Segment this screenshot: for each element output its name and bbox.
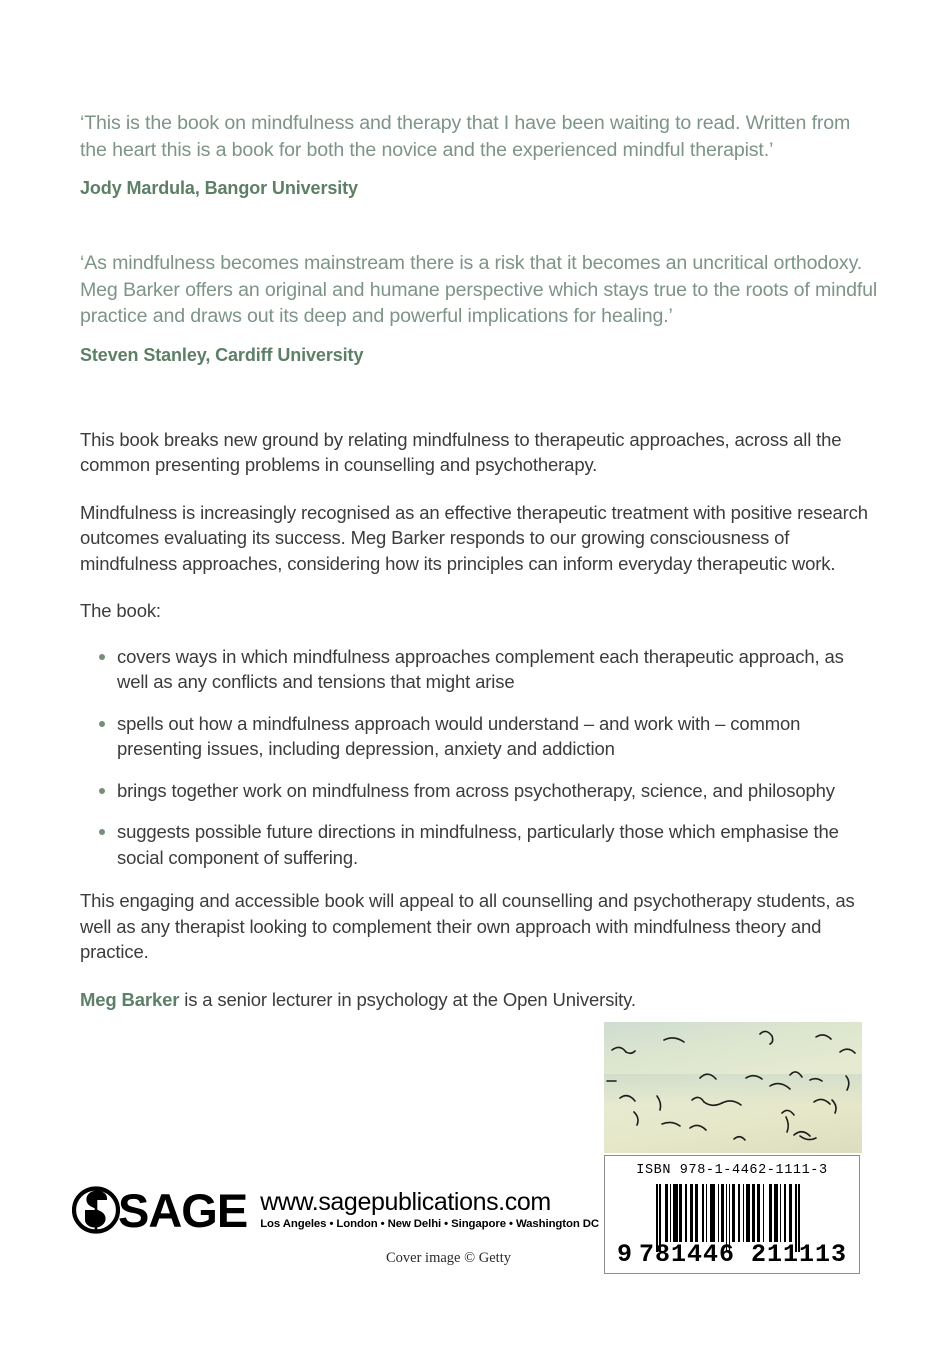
list-item — [80, 819, 880, 870]
list-item-label: suggests possible future directions in mindfulness, particularly those which emphasise the social component of suffering. — [117, 821, 839, 868]
barcode-digits — [605, 1240, 859, 1269]
bullet-dot-icon — [99, 788, 105, 794]
endorsement-quote: ‘As mindfulness becomes mainstream there is a risk that it becomes an uncritical orthodoxy. Meg Barker offers an original and humane perspective which stays true to the roots of mindful practice and draws out its deep and powerful implications for healing.’ — [80, 252, 878, 327]
endorsement-quote: ‘This is the book on mindfulness and therapy that I have been waiting to read. Written from the heart this is a book for both the novice and the experienced mindful therapist.’ — [80, 112, 851, 161]
endorsement-1 — [80, 110, 880, 200]
publisher-block — [72, 1183, 600, 1237]
blurb-paragraph-1: This book breaks new ground by relating mindfulness to therapeutic approaches, across all the common presenting problems in counselling and psychotherapy. — [80, 428, 842, 475]
list-item — [80, 711, 880, 762]
endorsement-source: Steven Stanley, Cardiff University — [80, 344, 364, 365]
blurb-paragraph-2: Mindfulness is increasingly recognised as an effective therapeutic treatment with positive research outcomes evaluating its success. Meg Barker responds to our growing consciousness of mindfulness approaches, considering how its principles can inform everyday therapeutic work. — [80, 501, 868, 574]
barcode-lead-digit: 9 — [616, 1240, 633, 1269]
list-item-label: covers ways in which mindfulness approaches complement each therapeutic approach, as well as any conflicts and tensions that might arise — [117, 645, 844, 692]
barcode-main-digits: 781446 211113 — [638, 1240, 848, 1269]
sage-logo — [72, 1183, 248, 1237]
cover-image-credit: Cover image © Getty — [386, 1250, 511, 1266]
blurb — [80, 427, 880, 1013]
list-item-label: brings together work on mindfulness from across psychotherapy, science, and philosophy — [117, 779, 835, 801]
author-bio-rest: is a senior lecturer in psychology at the Open University. — [179, 988, 636, 1010]
publisher-cities: Los Angeles • London • New Delhi • Singapore • Washington DC — [260, 1218, 600, 1230]
bullet-dot-icon — [99, 829, 105, 835]
list-item-label: spells out how a mindfulness approach would understand – and work with – common presenting issues, including depression, anxiety and addiction — [117, 712, 801, 759]
feature-list-intro: The book: — [80, 600, 161, 621]
endorsement-2 — [80, 250, 880, 367]
isbn-label: ISBN 978-1-4462-1111-3 — [636, 1163, 828, 1178]
feature-list — [80, 644, 880, 871]
blurb-paragraph-3: This engaging and accessible book will appeal to all counselling and psychotherapy students, as well as any therapist looking to complement their own approach with mindfulness theory and practice. — [80, 890, 855, 962]
text-column — [80, 110, 880, 1034]
publisher-web-info — [260, 1189, 599, 1234]
barcode-panel — [604, 1155, 860, 1274]
author-name: Meg Barker — [80, 988, 180, 1010]
sage-wordmark: SAGE — [118, 1183, 248, 1237]
publisher-url: www.sagepublications.com — [260, 1188, 551, 1216]
flying-birds-photograph — [604, 1022, 862, 1153]
bullet-dot-icon — [99, 721, 105, 727]
author-bio — [80, 987, 880, 1013]
sage-circle-s-emblem — [72, 1186, 120, 1234]
bird-silhouettes — [604, 1022, 862, 1153]
bullet-dot-icon — [99, 654, 105, 660]
endorsement-source: Jody Mardula, Bangor University — [80, 178, 358, 198]
list-item — [80, 644, 880, 695]
list-item — [80, 778, 880, 804]
